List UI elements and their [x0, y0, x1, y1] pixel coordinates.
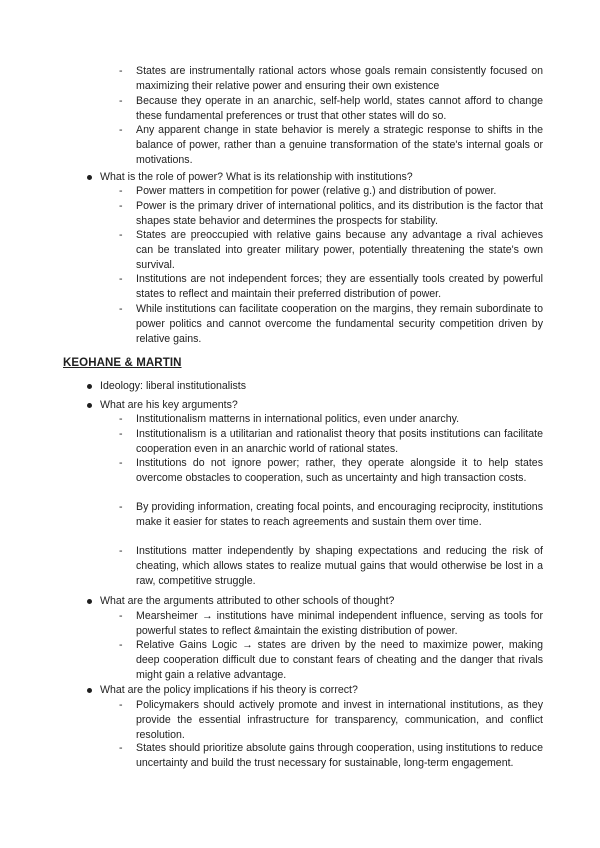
bullet-question-policy: What are the policy implications if his theory is correct?: [100, 683, 550, 698]
bullet-question-arguments: What are his key arguments?: [100, 398, 550, 413]
dash-item: - Institutionalism matterns in international politics, even under anarchy.: [136, 412, 543, 427]
bullet-question-attributed: What are the arguments attributed to other schools of thought?: [100, 594, 550, 609]
dash-item: - Institutions matter independently by shaping expectations and reducing the risk of cheating, which allows states to realize mutual gains that would otherwise be lost in a raw, competitive struggle.: [136, 544, 543, 588]
dash-item: - Mearsheimer → institutions have minimal independent influence, serving as tools for powerful states to reflect &maintain the existing distribution of power.: [136, 609, 543, 639]
dash-item: - Institutions do not ignore power; rather, they operate alongside it to help states overcome obstacles to cooperation, such as uncertainty and high transaction costs.: [136, 456, 543, 486]
dash-item: - States should prioritize absolute gains through cooperation, using institutions to reduce uncertainty and build the trust necessary for sustainable, long-term engagement.: [136, 741, 543, 771]
dash-item: - States are preoccupied with relative gains because any advantage a rival achieves can be translated into greater military power, potentially threatening the state's own survival.: [136, 228, 543, 272]
dash-item: - Any apparent change in state behavior is merely a strategic response to shifts in the balance of power, rather than a genuine transformation of the state's internal goals or motivations.: [136, 123, 543, 167]
section-heading: KEOHANE & MARTIN: [63, 357, 182, 369]
dash-item: - Institutionalism is a utilitarian and rationalist theory that posits institutions can facilitate cooperation even in an anarchic world of rational states.: [136, 427, 543, 457]
bullet-ideology: Ideology: liberal institutionalists: [100, 379, 550, 394]
dash-item: - Power is the primary driver of international politics, and its distribution is the factor that shapes state behavior and determines the prospects for stability.: [136, 199, 543, 229]
dash-item: - Power matters in competition for power (relative g.) and distribution of power.: [136, 184, 543, 199]
dash-item: - By providing information, creating focal points, and encouraging reciprocity, institutions make it easier for states to reach agreements and sustain them over time.: [136, 500, 543, 530]
dash-item: - Policymakers should actively promote and invest in international institutions, as they provide the essential infrastructure for transparency, communication, and conflict resolution.: [136, 698, 543, 742]
dash-item: - Institutions are not independent forces; they are essentially tools created by powerful states to reflect and maintain their preferred distribution of power.: [136, 272, 543, 302]
dash-item: - Relative Gains Logic → states are driven by the need to maximize power, making deep cooperation difficult due to constant fears of cheating and the danger that rivals might gain a relative advantage.: [136, 638, 543, 682]
bullet-question-power: What is the role of power? What is its relationship with institutions?: [100, 170, 550, 185]
dash-item: - Because they operate in an anarchic, self-help world, states cannot afford to change these fundamental preferences or trust that other states will do so.: [136, 94, 543, 124]
dash-item: - States are instrumentally rational actors whose goals remain consistently focused on maximizing their relative power and ensuring their own existence: [136, 64, 543, 94]
dash-item: - While institutions can facilitate cooperation on the margins, they remain subordinate to power politics and cannot overcome the fundamental security competition driven by relative gains.: [136, 302, 543, 346]
